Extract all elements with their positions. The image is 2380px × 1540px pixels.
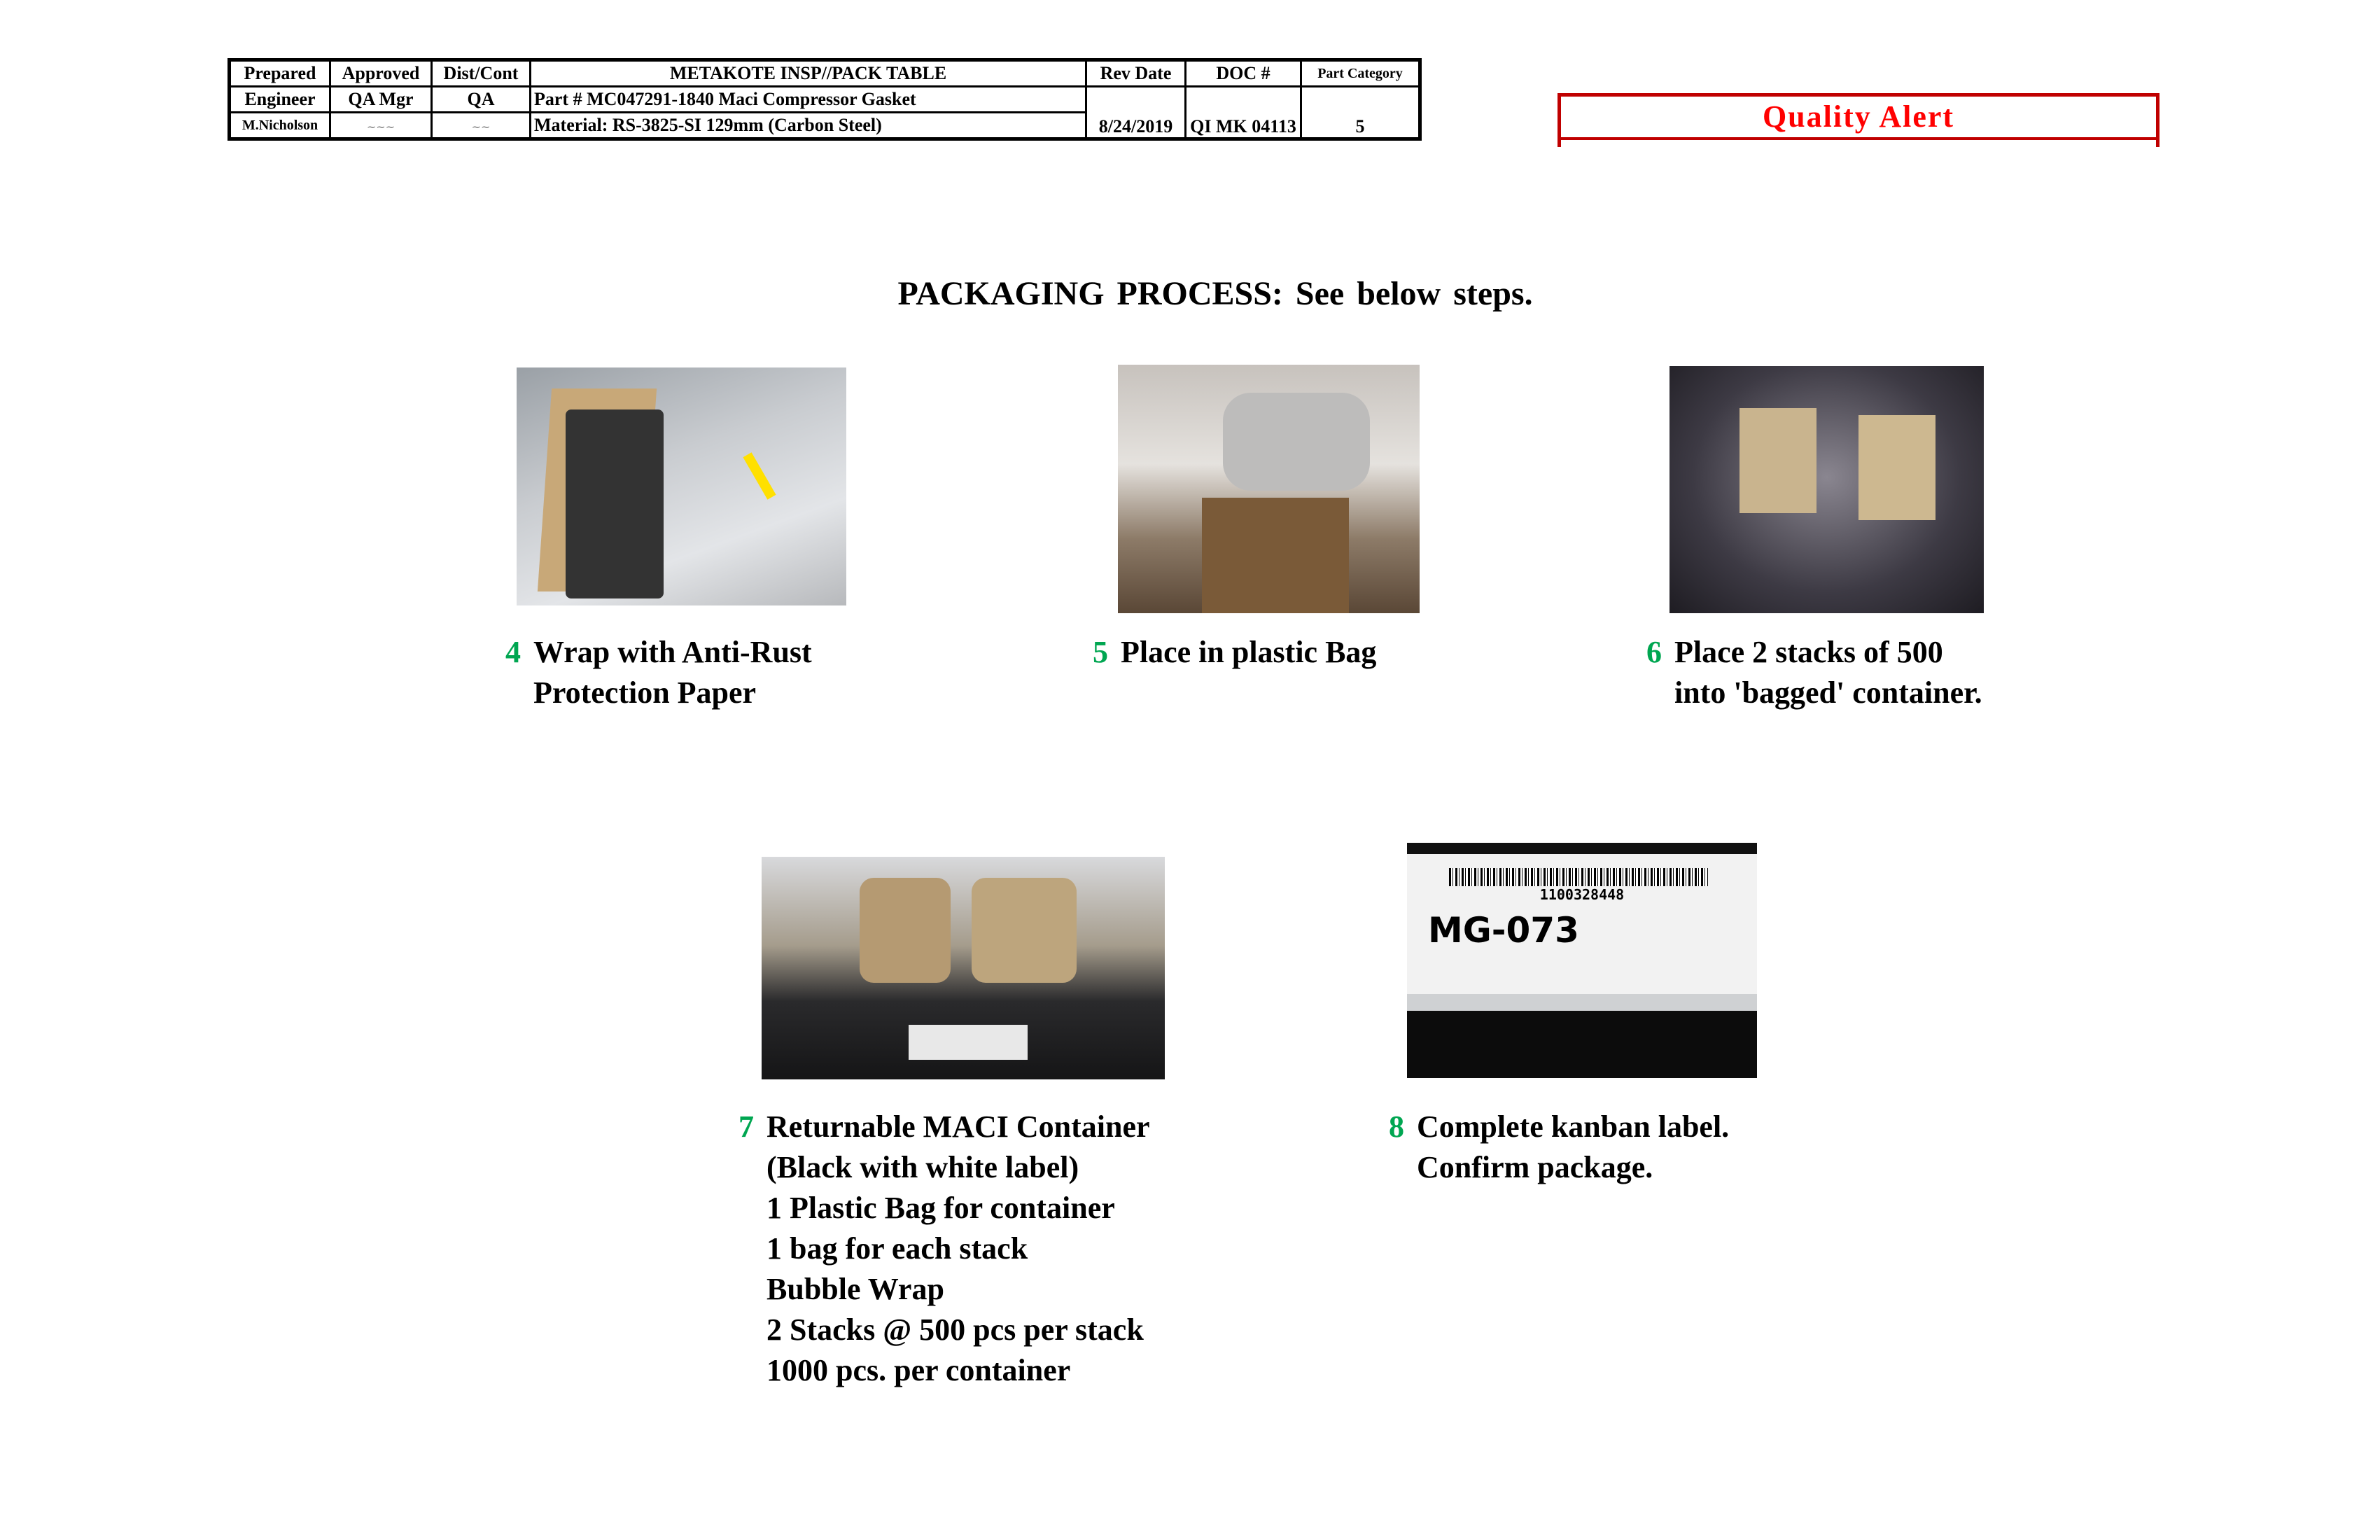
rev-date: 8/24/2019 — [1086, 87, 1186, 139]
quality-alert-banner — [1558, 93, 2160, 140]
prepared-header: Prepared — [230, 60, 330, 87]
caption-line: 1000 pcs. per container — [766, 1353, 1071, 1387]
caption-line: Place 2 stacks of 500 — [1674, 635, 1943, 669]
caption-line: 1 Plastic Bag for container — [766, 1191, 1115, 1225]
caption-line: (Black with white label) — [766, 1150, 1079, 1184]
step-6-photo — [1670, 366, 1984, 613]
caption-line: 1 bag for each stack — [766, 1231, 1028, 1266]
step-8-kanban-photo — [1407, 843, 1757, 1078]
caption-line: Wrap with Anti-Rust — [533, 635, 812, 669]
part-category-header: Part Category — [1301, 60, 1420, 87]
doc-number: QI MK 04113 — [1186, 87, 1301, 139]
rev-date-header: Rev Date — [1086, 60, 1186, 87]
dist-cont-role: QA — [432, 87, 531, 113]
step-4-caption — [505, 632, 812, 713]
step-5-caption — [1093, 632, 1377, 673]
approved-header: Approved — [330, 60, 432, 87]
document-title: METAKOTE INSP//PACK TABLE — [531, 60, 1086, 87]
step-6-caption — [1646, 632, 1982, 713]
caption-line: Place in plastic Bag — [1121, 635, 1377, 669]
approver-signature: ~~~ — [330, 113, 432, 139]
caption-line: Confirm package. — [1417, 1150, 1653, 1184]
caption-line: Bubble Wrap — [766, 1272, 944, 1306]
kanban-code: MG-073 — [1428, 910, 1579, 951]
part-category: 5 — [1301, 87, 1420, 139]
step-7-caption — [738, 1107, 1150, 1391]
caption-line: Returnable MACI Container — [766, 1110, 1150, 1144]
doc-number-header: DOC # — [1186, 60, 1301, 87]
barcode-number: 1100328448 — [1539, 886, 1625, 903]
quality-alert-label: Quality Alert — [1762, 99, 1955, 134]
step-4-photo — [517, 368, 846, 606]
step-number: 5 — [1093, 635, 1108, 669]
caption-line: into 'bagged' container. — [1674, 676, 1982, 710]
page-title: PACKAGING PROCESS: See below steps. — [897, 275, 1533, 312]
kanban-label — [1407, 854, 1757, 994]
step-number: 4 — [505, 635, 521, 669]
part-number: Part # MC047291-1840 Maci Compressor Gasket — [531, 87, 1086, 113]
material: Material: RS-3825-SI 129mm (Carbon Steel) — [531, 113, 1086, 139]
step-5-photo — [1118, 365, 1420, 613]
dist-cont-header: Dist/Cont — [432, 60, 531, 87]
caption-line: Protection Paper — [533, 676, 757, 710]
step-7-photo — [762, 857, 1165, 1079]
step-number: 7 — [738, 1110, 754, 1144]
barcode-icon — [1449, 868, 1708, 886]
step-number: 6 — [1646, 635, 1662, 669]
header-table — [227, 58, 1422, 141]
preparer-name: M.Nicholson — [230, 113, 330, 139]
step-8-caption — [1389, 1107, 1730, 1188]
caption-line: Complete kanban label. — [1417, 1110, 1730, 1144]
dist-signature: ~~ — [432, 113, 531, 139]
caption-line: 2 Stacks @ 500 pcs per stack — [766, 1312, 1144, 1347]
prepared-role: Engineer — [230, 87, 330, 113]
approved-role: QA Mgr — [330, 87, 432, 113]
step-number: 8 — [1389, 1110, 1404, 1144]
